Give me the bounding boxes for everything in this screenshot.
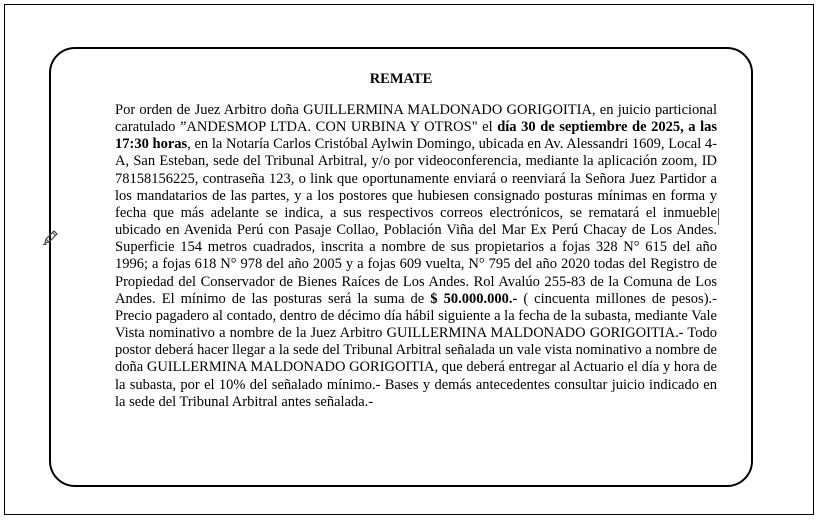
auction-date: día 30 de septiembre de 2025, a las 17:30 horas [115, 119, 717, 153]
minimum-bid-amount: $ 50.000.000.- [430, 290, 518, 307]
pen-edit-icon[interactable] [42, 228, 60, 246]
body-text-1: Por orden de Juez Arbitro doña GUILLERMINA MALDONADO GORIGOITIA, en juicio particional caratulado ”ANDESMOP LTDA. CON URBINA Y OTROS" el [115, 102, 717, 136]
notice-title: REMATE [369, 71, 433, 87]
body-text-3: ( cincuenta millones de pesos).- Precio pagadero al contado, dentro de décimo día hábil siguiente a la fecha de la subasta, mediante Vale Vista nominativo a nombre de la Juez Arbitro GUILLERMINA MALDONADO GORIGOITIA.- Todo postor deberá hacer llegar a la sede del Tribunal Arbitral señalada un vale vista nominativo a nombre de doña GUILLERMINA MALDONADO GORIGOITIA, que deberá entregar al Actuario el día y hora de la subasta, por el 10% del señalado mínimo.- Bases y demás antecedentes consultar juicio indicado en la sede del Tribunal Arbitral antes señalada.- [115, 290, 717, 410]
notice-body [115, 102, 717, 411]
text-cursor [718, 208, 719, 225]
body-text-2: , en la Notaría Carlos Cristóbal Aylwin Domingo, ubicada en Av. Alessandri 1609, Local 4-A, San Esteban, sede del Tribunal Arbitral, y/o por videoconferencia, mediante la aplicación zoom, ID 78158156225, contraseña 123, o link que oportunamente enviará o reenviará la Señora Juez Partidor a los mandatarios de las partes, y a los postores que hubiesen consignado posturas mínimas en forma y fecha que más adelante se indica, a sus respectivos correos electrónicos, se rematará el inmueble ubicado en Avenida Perú con Pasaje Collao, Población Viña del Mar Ex Perú Chacay de Los Andes. Superficie 154 metros cuadrados, inscrita a nombre de sus propietarios a fojas 328 N° 615 del año 1996; a fojas 618 N° 978 del año 2005 y a fojas 609 vuelta, N° 795 del año 2020 todas del Registro de Propiedad del Conservador de Bienes Raíces de Los Andes. Rol Avalúo 255-83 de la Comuna de Los Andes. El mínimo de las posturas será la suma de [115, 136, 717, 307]
